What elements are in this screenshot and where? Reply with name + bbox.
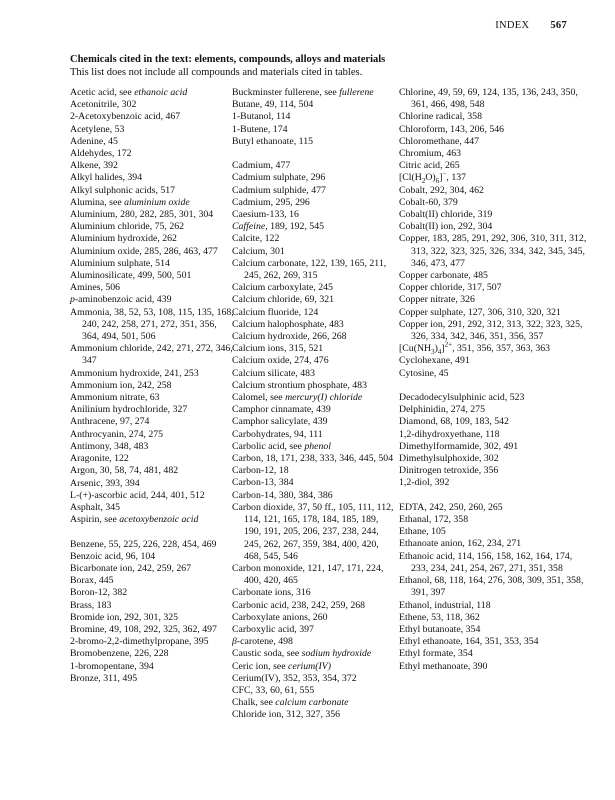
entry-text: Aluminosilicate, 499, 500, 501 [70, 270, 192, 282]
index-entry [70, 124, 235, 136]
see-reference: ethanoic acid [134, 87, 188, 98]
entry-text: Calcite, 122 [232, 233, 280, 245]
entry-text: Carbon monoxide, 121, 147, 171, 224, 400, 420, 465 [232, 562, 384, 587]
entry-text: Calcium hydroxide, 266, 268 [232, 331, 347, 343]
index-entry [70, 636, 235, 648]
entry-text: Acetonitrile, 302 [70, 99, 137, 111]
entry-text: Cadmium sulphate, 296 [232, 172, 326, 184]
index-column-2 [232, 87, 397, 722]
entry-text: Ethyl methanoate, 390 [399, 660, 488, 672]
index-entry [399, 355, 587, 367]
entry-text: Cadmium, 477 [232, 160, 291, 172]
entry-text: Anthrocyanin, 274, 275 [70, 428, 164, 440]
index-entry [399, 136, 587, 148]
index-entry [70, 160, 235, 172]
entry-text: 2-bromo-2,2-dimethylpropane, 395 [70, 636, 209, 648]
index-entry [232, 648, 397, 660]
index-entry [399, 111, 587, 123]
entry-text: Carbonate ions, 316 [232, 587, 311, 599]
entry-text: Bronze, 311, 495 [70, 672, 138, 684]
see-reference: mercury(I) chloride [285, 392, 363, 404]
entry-text: Calcium strontium phosphate, 483 [232, 379, 367, 391]
index-entry [232, 563, 397, 587]
entry-text: Aluminium chloride, 75, 262 [70, 221, 185, 233]
entry-text: Ethanal, 172, 358 [399, 514, 469, 526]
entry-text: 1,2-diol, 392 [399, 477, 450, 489]
index-entry [399, 477, 587, 489]
entry-text: Butyl ethanoate, 115 [232, 135, 313, 147]
index-entry [399, 648, 587, 660]
index-entry [399, 343, 587, 355]
index-entry [232, 697, 397, 709]
entry-text: Arsenic, 393, 394 [70, 477, 140, 489]
entry-text: Borax, 445 [70, 575, 114, 587]
entry-text: Ethyl ethanoate, 164, 351, 353, 354 [399, 636, 539, 648]
entry-text: Calcium silicate, 483 [232, 367, 315, 379]
index-entry [232, 124, 397, 136]
entry-text: Alkyl sulphonic acids, 517 [70, 184, 176, 196]
index-entry [232, 355, 397, 367]
entry-text: Ethanoate anion, 162, 234, 271 [399, 538, 522, 550]
entry-text: Chalk, see [232, 697, 276, 709]
entry-prefix: β [232, 636, 237, 648]
index-entry [399, 526, 587, 538]
entry-text: Carbon-12, 18 [232, 465, 289, 477]
entry-text: Copper nitrate, 326 [399, 294, 475, 306]
index-entry [70, 587, 235, 599]
index-entry [232, 258, 397, 282]
entry-text: Acetylene, 53 [70, 123, 125, 135]
index-entry [232, 294, 397, 306]
index-entry [399, 429, 587, 441]
index-entry [232, 233, 397, 245]
entry-text: Carbon-14, 380, 384, 386 [232, 489, 333, 501]
index-entry [232, 587, 397, 599]
entry-text: -aminobenzoic acid, 439 [74, 294, 172, 306]
index-entry [232, 441, 397, 453]
index-entry [232, 477, 397, 489]
see-reference: aluminium oxide [124, 196, 190, 208]
entry-text: Chloride ion, 312, 327, 356 [232, 709, 341, 721]
formula-part: O) [425, 172, 436, 184]
index-entry [70, 282, 235, 294]
entry-text: Aluminium hydroxide, 262 [70, 233, 177, 245]
see-reference: fullerene [339, 87, 374, 98]
index-entry [399, 209, 587, 221]
entry-text: Ethane, 105 [399, 526, 446, 538]
index-entry [70, 478, 235, 490]
index-entry [70, 490, 235, 502]
index-entry [70, 343, 235, 367]
entry-text: 2-Acetoxybenzoic acid, 467 [70, 111, 181, 123]
index-column-1 [70, 87, 235, 685]
section-note: This list does not include all compounds and materials cited in tables. [70, 67, 363, 78]
index-entry [399, 307, 587, 319]
entry-text: Cytosine, 45 [399, 367, 449, 379]
entry-text: Carbonic acid, 238, 242, 259, 268 [232, 599, 366, 611]
entry-text: 1-bromopentane, 394 [70, 660, 154, 672]
entry-text: Calcium carboxylate, 245 [232, 282, 333, 294]
entry-text: Aluminium, 280, 282, 285, 301, 304 [70, 209, 214, 221]
running-head [495, 20, 567, 31]
entry-text: Calcium oxide, 274, 476 [232, 355, 329, 367]
see-reference: cerium(IV) [288, 660, 332, 672]
index-entry [70, 648, 235, 660]
formula-superscript: 2+ [444, 341, 453, 349]
entry-text: Decadodecylsulphinic acid, 523 [399, 392, 525, 404]
index-entry [70, 368, 235, 380]
index-entry [399, 661, 587, 673]
entry-text: Cadmium, 295, 296 [232, 196, 310, 208]
index-entry [399, 148, 587, 160]
entry-text: Adenine, 45 [70, 135, 118, 147]
entry-text: Anilinium hydrochloride, 327 [70, 404, 188, 416]
index-entry [399, 624, 587, 636]
index-entry [399, 441, 587, 453]
index-entry [399, 294, 587, 306]
entry-text: CFC, 33, 60, 61, 555 [232, 684, 315, 696]
index-entry [399, 575, 587, 599]
index-entry [232, 197, 397, 209]
section-title: Chemicals cited in the text: elements, compounds, alloys and materials [70, 54, 386, 65]
entry-text: Boron-12, 382 [70, 587, 128, 599]
see-reference: acetoxybenzoic acid [119, 514, 199, 526]
index-entry [399, 160, 587, 172]
index-entry [70, 307, 235, 344]
index-entry [399, 538, 587, 550]
index-entry [399, 514, 587, 526]
entry-text: Carbolic acid, see [232, 440, 305, 452]
entry-text: Copper chloride, 317, 507 [399, 282, 502, 294]
index-entry [232, 465, 397, 477]
index-entry [399, 233, 587, 270]
entry-text: 1-Butanol, 114 [232, 111, 291, 123]
formula-superscript: − [442, 170, 447, 179]
entry-text: EDTA, 242, 250, 260, 265 [399, 501, 503, 513]
entry-text: Carboxylic acid, 397 [232, 623, 314, 635]
entry-text: Copper ion, 291, 292, 312, 313, 322, 323, 325, 326, 334, 342, 346, 351, 356, 357 [399, 318, 583, 343]
entry-text: Alkene, 392 [70, 160, 118, 172]
index-entry [70, 514, 235, 526]
entry-text: Benzoic acid, 96, 104 [70, 550, 156, 562]
entry-text: Camphor cinnamate, 439 [232, 404, 331, 416]
index-entry [232, 209, 397, 221]
index-entry [399, 124, 587, 136]
index-entry [70, 661, 235, 673]
entry-text: Anthracene, 97, 274 [70, 416, 150, 428]
entry-text: Acetic acid, see [70, 87, 135, 98]
index-entry [232, 661, 397, 673]
index-columns [70, 87, 590, 787]
index-entry [232, 685, 397, 697]
index-entry [70, 416, 235, 428]
entry-text: Asphalt, 345 [70, 501, 121, 513]
entry-text: Ethyl formate, 354 [399, 648, 473, 660]
index-entry [399, 404, 587, 416]
entry-text: Chlorine radical, 358 [399, 111, 482, 123]
formula-subscript: 3 [431, 348, 435, 357]
entry-text: Cobalt(II) ion, 292, 304 [399, 221, 493, 233]
entry-text: 1,2-dihydroxyethane, 118 [399, 428, 500, 440]
index-entry [399, 319, 587, 343]
entry-text: Alumina, see [70, 196, 125, 208]
entry-text: Argon, 30, 58, 74, 481, 482 [70, 465, 179, 477]
index-entry [399, 502, 587, 514]
index-entry [70, 87, 235, 99]
entry-text: Cyclohexane, 491 [399, 355, 470, 367]
entry-text: Cerium(IV), 352, 353, 354, 372 [232, 672, 357, 684]
index-entry [232, 172, 397, 184]
index-entry [232, 709, 397, 721]
entry-text: Aspirin, see [70, 514, 120, 526]
entry-text: Camphor salicylate, 439 [232, 416, 328, 428]
entry-text: Copper sulphate, 127, 306, 310, 320, 321 [399, 306, 561, 318]
index-entry [399, 453, 587, 465]
entry-italic-term: Caffeine [232, 221, 266, 233]
entry-text: Carbon-13, 384 [232, 477, 294, 489]
index-entry [232, 319, 397, 331]
entry-text: Chloromethane, 447 [399, 135, 479, 147]
index-entry [232, 416, 397, 428]
entry-text: Calcium chloride, 69, 321 [232, 294, 335, 306]
index-entry [70, 148, 235, 160]
index-entry [232, 453, 397, 465]
entry-text: Ammonium ion, 242, 258 [70, 379, 172, 391]
entry-text: Cobalt(II) chloride, 319 [399, 209, 493, 221]
entry-text: , 137 [446, 172, 467, 184]
index-entry [399, 368, 587, 380]
entry-text: Citric acid, 265 [399, 160, 460, 172]
formula-part: [Cu(NH [399, 343, 432, 355]
index-entry [399, 551, 587, 575]
entry-text: Bromide ion, 292, 301, 325 [70, 611, 179, 623]
entry-text: Ethanoic acid, 114, 156, 158, 162, 164, 174, 233, 234, 241, 254, 267, 271, 351, 358 [399, 550, 573, 574]
index-entry [70, 233, 235, 245]
index-entry [232, 160, 397, 172]
index-entry [70, 441, 235, 453]
entry-text: Amines, 506 [70, 282, 121, 294]
index-entry [399, 270, 587, 282]
index-entry [70, 99, 235, 111]
entry-text: Carboxylate anions, 260 [232, 611, 328, 623]
index-entry [70, 392, 235, 404]
entry-text: Calcium halophosphate, 483 [232, 318, 344, 330]
entry-text: L-(+)-ascorbic acid, 244, 401, 512 [70, 489, 205, 501]
index-entry [232, 185, 397, 197]
entry-text: Ammonium hydroxide, 241, 253 [70, 367, 199, 379]
index-entry [232, 380, 397, 392]
entry-text: Buckminster fullerene, see [232, 87, 340, 98]
formula-part: ] [439, 172, 443, 184]
entry-text: 1-Butene, 174 [232, 123, 288, 135]
entry-text: Chlorine, 49, 59, 69, 124, 135, 136, 243, 350, 361, 466, 498, 548 [399, 87, 578, 111]
index-entry [399, 221, 587, 233]
see-reference: calcium carbonate [275, 697, 349, 709]
entry-text: Calomel, see [232, 392, 286, 404]
index-entry [70, 551, 235, 563]
index-entry [232, 87, 397, 99]
index-entry [70, 502, 235, 514]
index-entry [70, 380, 235, 392]
index-entry [70, 453, 235, 465]
index-entry [70, 575, 235, 587]
formula-part: [Cl(H [399, 172, 422, 184]
entry-text: Ceric ion, see [232, 660, 289, 672]
index-entry [232, 600, 397, 612]
index-entry [70, 563, 235, 575]
entry-text: Chromium, 463 [399, 148, 462, 160]
entry-text: Cobalt, 292, 304, 462 [399, 184, 484, 196]
index-entry [232, 368, 397, 380]
entry-text: Calcium fluoride, 124 [232, 306, 319, 318]
index-entry [399, 636, 587, 648]
entry-text: Delphinidin, 274, 275 [399, 404, 485, 416]
entry-text: Ammonia, 38, 52, 53, 108, 115, 135, 168, 240, 242, 258, 271, 272, 351, 356, 364, 494, 501, 506 [70, 306, 234, 343]
index-entry [399, 172, 587, 184]
index-entry [70, 197, 235, 209]
index-entry [70, 429, 235, 441]
index-entry [399, 392, 587, 404]
index-entry [399, 282, 587, 294]
index-entry [232, 624, 397, 636]
index-entry [399, 600, 587, 612]
index-entry [70, 465, 235, 477]
index-entry [70, 673, 235, 685]
index-entry [232, 99, 397, 111]
entry-text: Carbohydrates, 94, 111 [232, 428, 323, 440]
index-entry [70, 624, 235, 636]
formula-part: ) [434, 343, 438, 355]
index-entry [232, 307, 397, 319]
index-entry [232, 502, 397, 563]
index-entry [399, 416, 587, 428]
index-entry [70, 258, 235, 270]
index-entry [232, 221, 397, 233]
see-reference: sodium hydroxide [301, 648, 372, 660]
index-entry [232, 343, 397, 355]
index-entry [232, 392, 397, 404]
entry-text: Aragonite, 122 [70, 453, 129, 465]
entry-text: Cadmium sulphide, 477 [232, 184, 326, 196]
entry-text: , 351, 356, 357, 363, 363 [452, 343, 551, 355]
index-entry [70, 294, 235, 306]
entry-text: -carotene, 498 [236, 636, 293, 648]
index-entry [399, 465, 587, 477]
index-entry [232, 282, 397, 294]
entry-text: Brass, 183 [70, 599, 112, 611]
entry-text: Ethyl butanoate, 354 [399, 623, 481, 635]
entry-text: Carbon dioxide, 37, 50 ff., 105, 111, 112, 114, 121, 165, 178, 184, 185, 189, 190, 191, 205, 206, 237, 238, 244, 245, 262, 267, 359, 384, 400, 420, 468, 545, 546 [232, 501, 394, 562]
entry-text: Bromobenzene, 226, 228 [70, 648, 169, 660]
entry-text: Antimony, 348, 483 [70, 440, 149, 452]
entry-text: Ammonium nitrate, 63 [70, 392, 160, 404]
formula-part: ] [441, 343, 445, 355]
entry-text: , 189, 192, 545 [265, 221, 324, 233]
index-entry [70, 136, 235, 148]
formula-subscript: 4 [437, 348, 442, 357]
index-entry [232, 246, 397, 258]
entry-text: Carbon, 18, 171, 238, 333, 346, 445, 504 [232, 453, 394, 465]
index-entry [399, 87, 587, 111]
entry-text: Aldehydes, 172 [70, 148, 132, 160]
index-entry [70, 539, 235, 551]
index-entry [70, 185, 235, 197]
entry-text: Dinitrogen tetroxide, 356 [399, 465, 499, 477]
index-entry [70, 111, 235, 123]
index-entry [70, 246, 235, 258]
entry-text: Dimethylsulphoxide, 302 [399, 453, 499, 465]
index-entry [232, 673, 397, 685]
entry-text: Calcium ions, 315, 521 [232, 343, 324, 355]
index-entry [70, 209, 235, 221]
entry-text: Bicarbonate ion, 242, 259, 267 [70, 562, 192, 574]
index-entry [232, 636, 397, 648]
entry-prefix: p [70, 294, 75, 306]
entry-text: Benzene, 55, 225, 226, 228, 454, 469 [70, 538, 217, 550]
entry-text: Alkyl halides, 394 [70, 172, 143, 184]
formula-subscript: 6 [435, 177, 440, 186]
index-entry [70, 600, 235, 612]
entry-text: Calcium, 301 [232, 245, 285, 257]
index-entry [70, 404, 235, 416]
entry-text: Chloroform, 143, 206, 546 [399, 123, 505, 135]
index-entry [70, 270, 235, 282]
entry-text: Ethene, 53, 118, 362 [399, 611, 480, 623]
entry-text: Aluminium sulphate, 514 [70, 257, 170, 269]
index-entry [232, 111, 397, 123]
index-entry [399, 185, 587, 197]
entry-text: Ethanol, 68, 118, 164, 276, 308, 309, 351, 358, 391, 397 [399, 575, 584, 599]
index-entry [232, 136, 397, 148]
entry-text: Dimethylformamide, 302, 491 [399, 440, 519, 452]
entry-text: Diamond, 68, 109, 183, 542 [399, 416, 509, 428]
entry-text: Copper carbonate, 485 [399, 270, 488, 282]
index-column-3 [399, 87, 587, 673]
index-entry [70, 172, 235, 184]
entry-text: Ethanol, industrial, 118 [399, 599, 491, 611]
entry-text: Aluminium oxide, 285, 286, 463, 477 [70, 245, 218, 257]
running-head-label: INDEX [495, 20, 530, 31]
entry-text: Butane, 49, 114, 504 [232, 99, 314, 111]
formula-subscript: 2 [421, 177, 426, 186]
entry-text: Bromine, 49, 108, 292, 325, 362, 497 [70, 623, 217, 635]
index-entry [232, 490, 397, 502]
entry-text: Copper, 183, 285, 291, 292, 306, 310, 311, 312, 313, 322, 323, 325, 326, 334, 342, 345, 345, 346, 473, 477 [399, 233, 587, 269]
index-entry [70, 221, 235, 233]
entry-text: Caustic soda, see [232, 648, 302, 660]
index-entry [70, 612, 235, 624]
see-reference: phenol [304, 440, 332, 452]
index-entry [399, 612, 587, 624]
index-entry [232, 404, 397, 416]
index-entry [232, 612, 397, 624]
entry-text: Caesium-133, 16 [232, 209, 299, 221]
index-entry [232, 429, 397, 441]
index-entry [399, 197, 587, 209]
entry-text: Cobalt-60, 379 [399, 196, 458, 208]
index-entry [232, 331, 397, 343]
entry-text: Ammonium chloride, 242, 271, 272, 346, 347 [70, 343, 233, 367]
page-number: 567 [550, 20, 567, 31]
entry-text: Calcium carbonate, 122, 139, 165, 211, 245, 262, 269, 315 [232, 257, 387, 282]
